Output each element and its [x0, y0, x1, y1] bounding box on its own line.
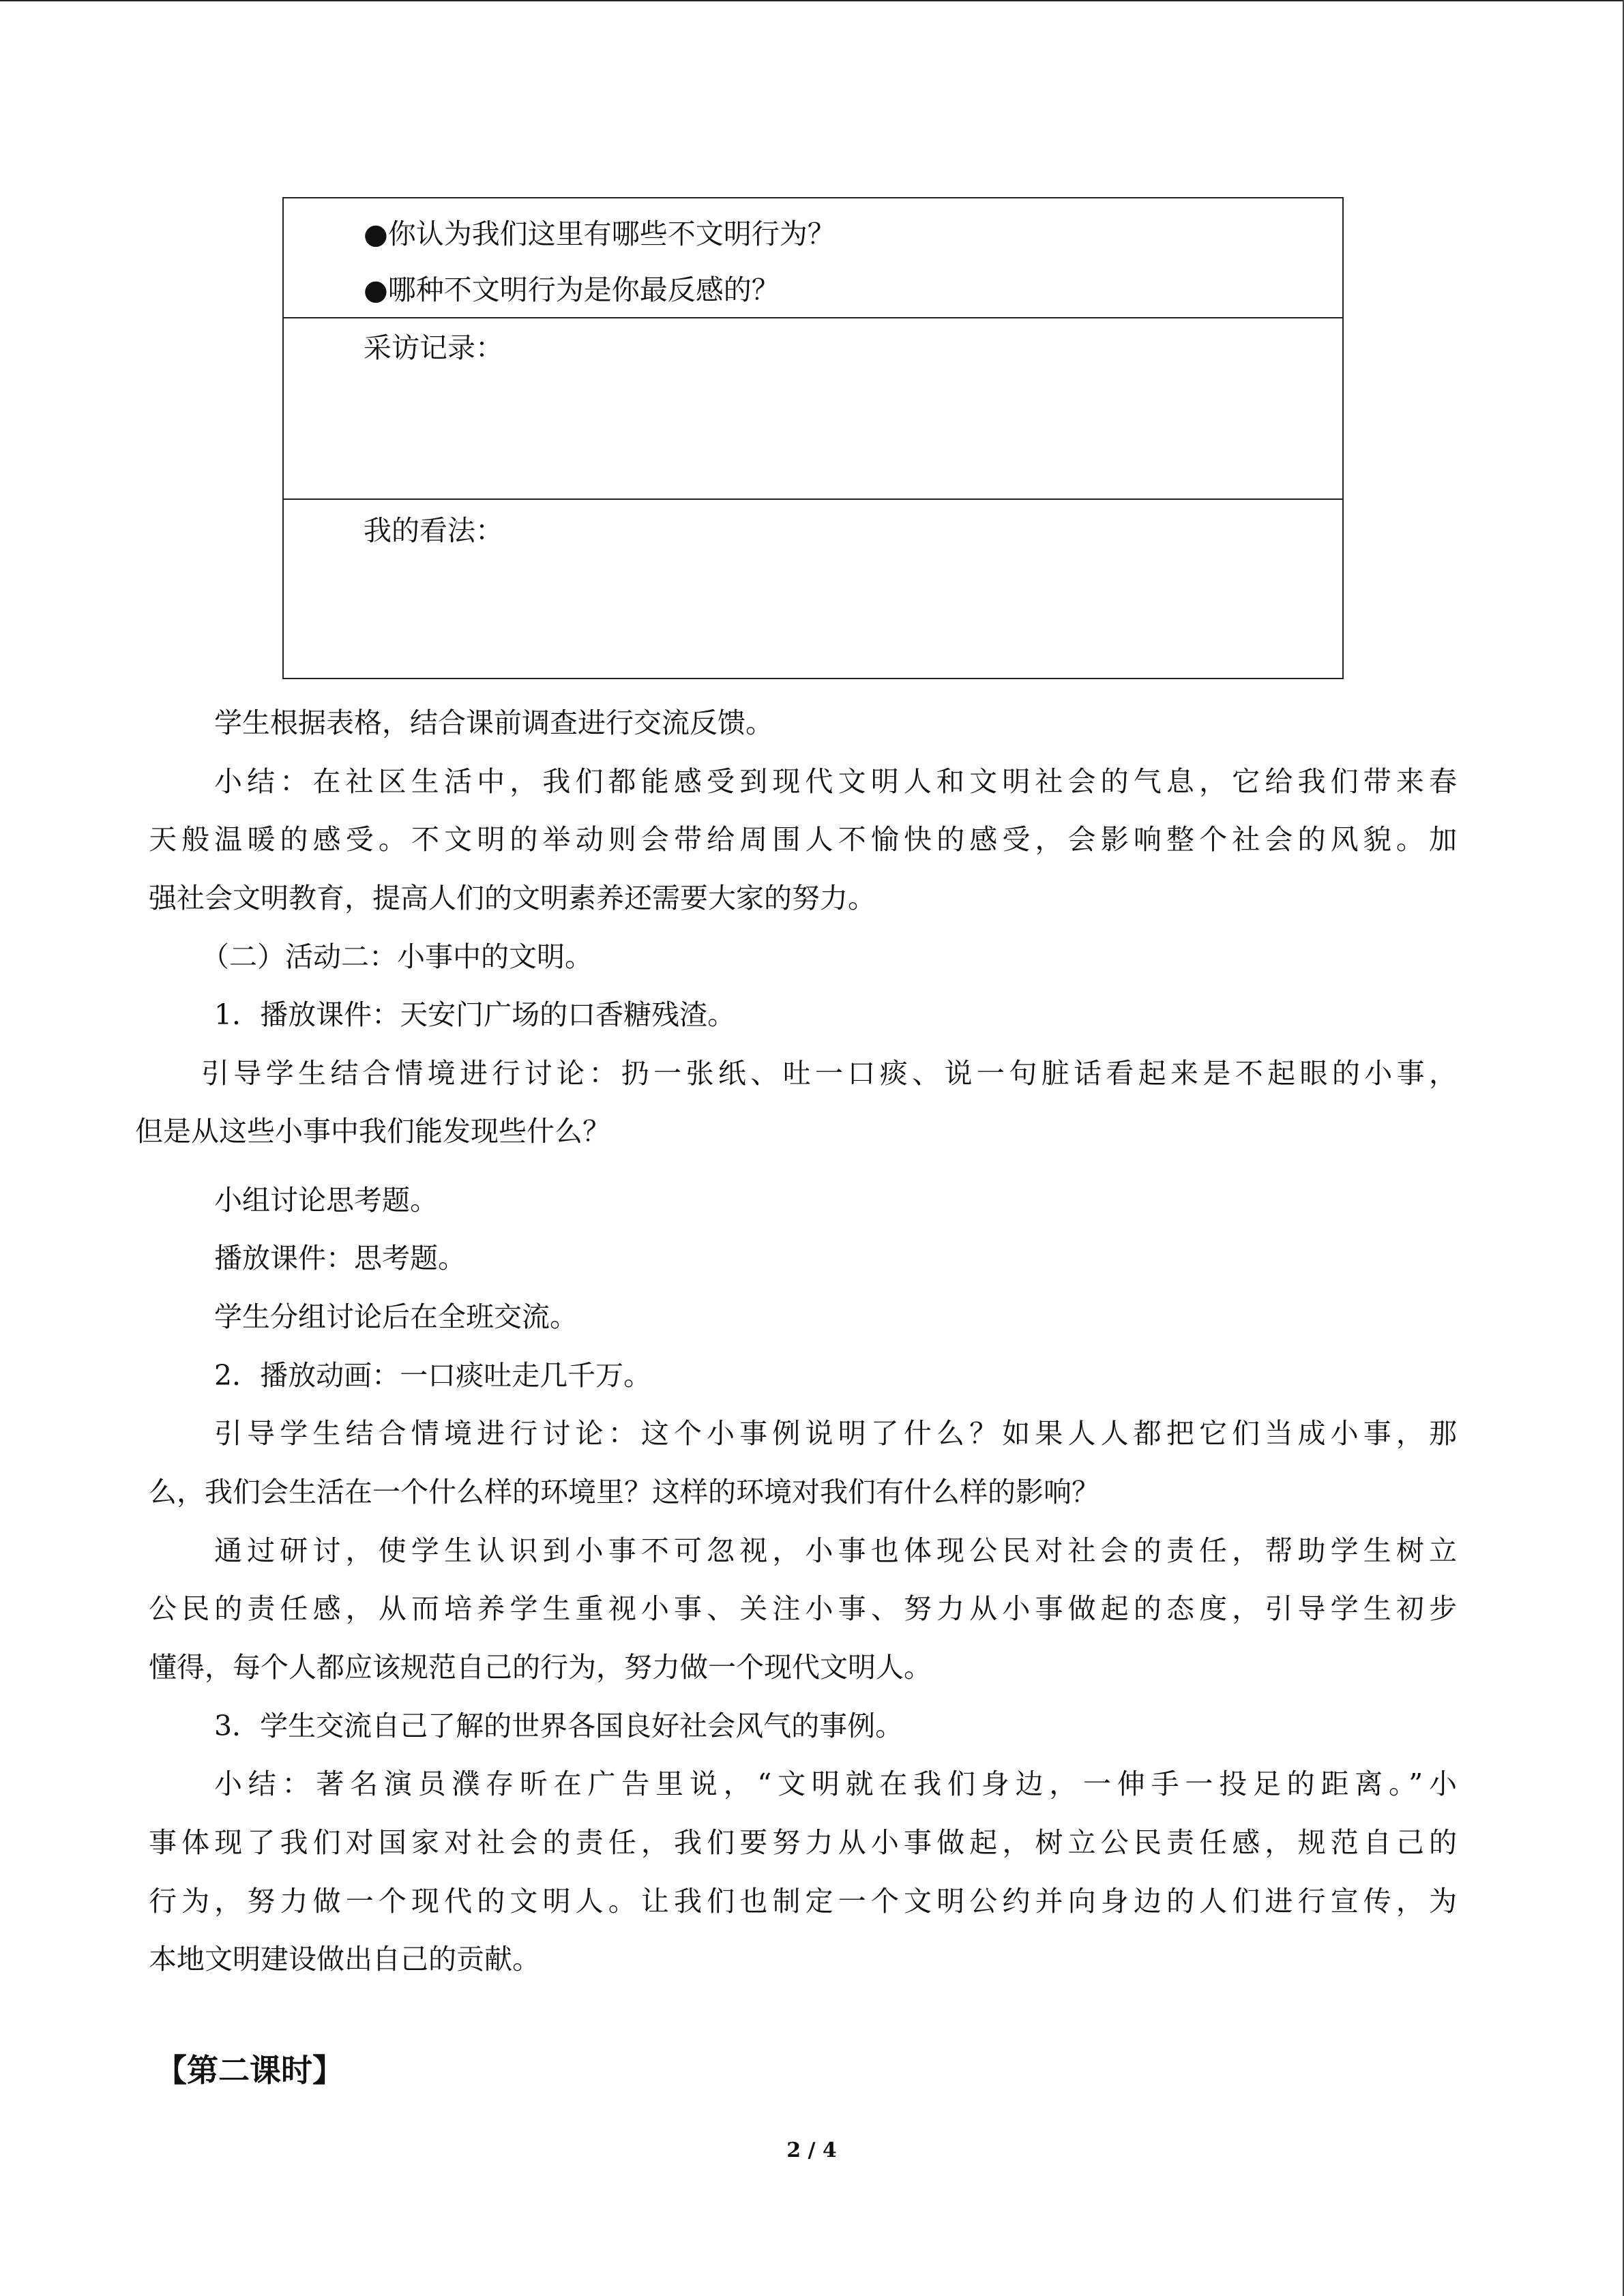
- research-summary-line-2: 公民的责任感，从而培养学生重视小事、关注小事、努力从小事做起的态度，引导学生初步: [149, 1592, 1457, 1625]
- summary-2-line-1: 小结：著名演员濮存昕在广告里说，“文明就在我们身边，一伸手一投足的距离。”小: [214, 1768, 1457, 1800]
- play-thinking-questions: 播放课件：思考题。: [214, 1242, 466, 1274]
- summary-2-line-3: 行为，努力做一个现代的文明人。让我们也制定一个文明公约并向身边的人们进行宣传，为: [149, 1885, 1457, 1918]
- paragraph-feedback: 学生根据表格，结合课前调查进行交流反馈。: [214, 706, 773, 739]
- class-exchange-text: 学生分组讨论后在全班交流。: [214, 1300, 578, 1333]
- step-3-exchange-examples: 3．学生交流自己了解的世界各国良好社会风气的事例。: [214, 1710, 904, 1742]
- summary-1-line-3: 强社会文明教育，提高人们的文明素养还需要大家的努力。: [149, 882, 876, 914]
- discussion-1-line-1: 引导学生结合情境进行讨论：扔一张纸、吐一口痰、说一句脏话看起来是不起眼的小事，: [201, 1057, 1457, 1090]
- second-lesson-heading: 【第二课时】: [156, 2052, 344, 2089]
- discussion-1-line-2: 但是从这些小事中我们能发现些什么？: [135, 1115, 610, 1148]
- group-discussion-text: 小组讨论思考题。: [214, 1184, 438, 1217]
- summary-1-line-2: 天般温暖的感受。不文明的举动则会带给周围人不愉快的感受，会影响整个社会的风貌。加: [149, 823, 1457, 856]
- activity-2-heading: （二）活动二：小事中的文明。: [201, 940, 593, 973]
- step-1-play-courseware: 1．播放课件：天安门广场的口香糖残渣。: [214, 998, 736, 1031]
- interview-survey-table: [282, 197, 1344, 679]
- summary-2-line-2: 事体现了我们对国家对社会的责任，我们要努力从小事做起，树立公民责任感，规范自己的: [149, 1826, 1457, 1859]
- research-summary-line-1: 通过研讨，使学生认识到小事不可忽视，小事也体现公民对社会的责任，帮助学生树立: [214, 1534, 1457, 1567]
- top-border-line: [0, 0, 1624, 1]
- survey-question-cell: [284, 198, 1342, 318]
- survey-question-1: ●你认为我们这里有哪些不文明行为？: [364, 218, 836, 250]
- interview-record-cell: [284, 318, 1342, 500]
- discussion-2-line-1: 引导学生结合情境进行讨论：这个小事例说明了什么？如果人人都把它们当成小事，那: [214, 1417, 1457, 1450]
- research-summary-line-3: 懂得，每个人都应该规范自己的行为，努力做一个现代文明人。: [149, 1651, 932, 1684]
- my-opinion-label: 我的看法：: [364, 514, 503, 547]
- discussion-2-line-2: 么，我们会生活在一个什么样的环境里？这样的环境对我们有什么样的影响？: [149, 1476, 1099, 1508]
- interview-record-label: 采访记录：: [364, 331, 503, 364]
- page-number: 2 / 4: [786, 2138, 837, 2162]
- my-opinion-cell: [284, 500, 1342, 679]
- step-2-play-animation: 2．播放动画：一口痰吐走几千万。: [214, 1359, 652, 1392]
- summary-2-line-4: 本地文明建设做出自己的贡献。: [149, 1943, 540, 1976]
- survey-question-2: ●哪种不文明行为是你最反感的？: [364, 273, 780, 306]
- summary-1-line-1: 小结：在社区生活中，我们都能感受到现代文明人和文明社会的气息，它给我们带来春: [214, 765, 1457, 798]
